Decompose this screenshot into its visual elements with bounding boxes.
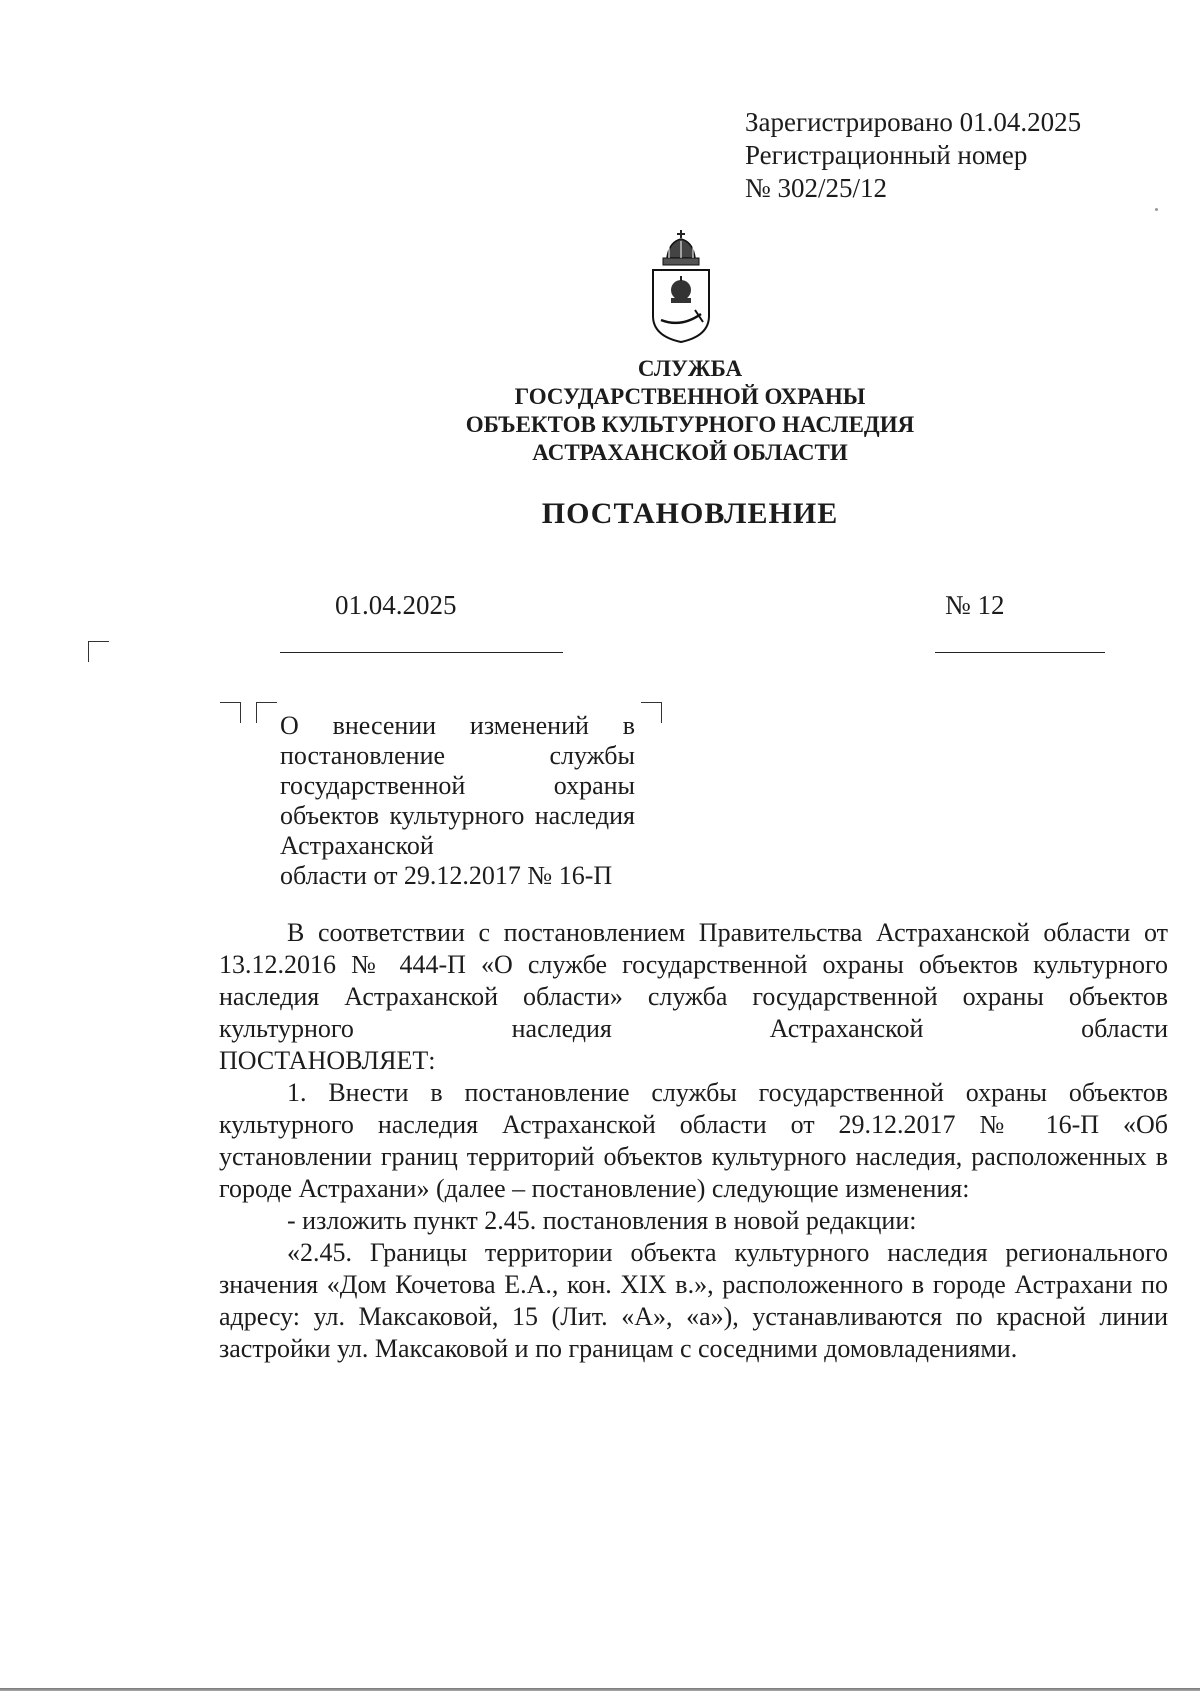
registration-label: Регистрационный номер — [745, 140, 1028, 170]
document-number: № 12 — [945, 590, 1005, 620]
scan-bottom-edge — [0, 1688, 1200, 1691]
preamble-text: В соответствии с постановлением Правительства Астраханской области от 13.12.2016 № 444-П «О службе государственной охраны объектов культурного наследия Астраханской области» служба государственной охраны объектов культурного наследия Астраханской области — [219, 918, 1168, 1043]
body-paragraph-1: 1. Внести в постановление службы государственной охраны объектов культурного наследия Астраханской области от 29.12.2017 № 16-П «Об установлении границ территорий объектов культурного наследия, расположенных в городе Астрахани» (далее – постановление) следующие изменения: — [219, 1078, 1168, 1203]
body-paragraph-2: - изложить пункт 2.45. постановления в новой редакции: — [287, 1206, 917, 1235]
subject-text: О внесении изменений в постановление службы государственной охраны объектов культурного наследия Астраханской — [280, 711, 635, 860]
subject-corner-mark-right — [641, 702, 662, 723]
number-underline — [935, 652, 1105, 653]
margin-corner-mark — [88, 641, 109, 662]
scan-artifact — [1155, 208, 1158, 211]
subject-last-line: области от 29.12.2017 № 16-П — [280, 861, 613, 890]
subject-corner-mark-left — [220, 702, 241, 723]
registration-date: Зарегистрировано 01.04.2025 — [745, 107, 1082, 137]
body-resolves: ПОСТАНОВЛЯЕТ: — [219, 1046, 436, 1075]
document-date: 01.04.2025 — [335, 590, 457, 620]
astrakhan-coat-of-arms-icon — [643, 228, 719, 346]
date-underline — [280, 652, 563, 653]
agency-line-3: ОБЪЕКТОВ КУЛЬТУРНОГО НАСЛЕДИЯ — [465, 412, 915, 437]
body-paragraph-preamble — [219, 917, 1168, 1045]
registration-number: № 302/25/12 — [745, 173, 888, 203]
document-subject — [280, 711, 635, 891]
agency-line-1: СЛУЖБА — [637, 356, 743, 381]
document-body — [219, 917, 1168, 1365]
agency-line-4: АСТРАХАНСКОЙ ОБЛАСТИ — [532, 440, 848, 465]
agency-line-2: ГОСУДАРСТВЕННОЙ ОХРАНЫ — [514, 384, 866, 409]
agency-name — [300, 355, 1080, 467]
registration-stamp — [745, 106, 1081, 205]
subject-corner-mark-inner — [256, 702, 277, 723]
document-type-title: ПОСТАНОВЛЕНИЕ — [541, 497, 839, 530]
body-paragraph-3: «2.45. Границы территории объекта культурного наследия регионального значения «Дом Кочетова Е.А., кон. XIX в.», расположенного в городе Астрахани по адресу: ул. Максаковой, 15 (Лит. «А», «а»), устанавливаются по красной линии застройки ул. Максаковой и по границам с соседними домовладениями. — [219, 1238, 1168, 1363]
